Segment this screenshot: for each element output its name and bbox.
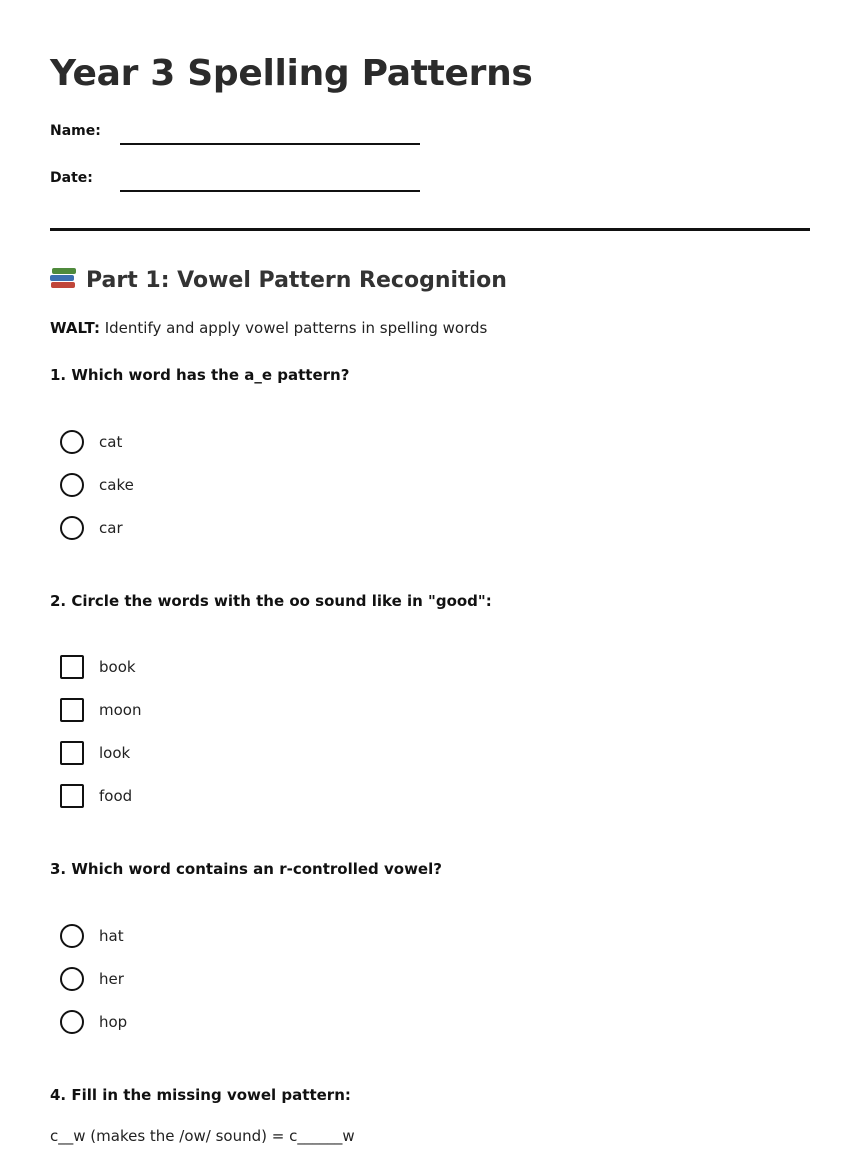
option-label: her — [99, 970, 124, 988]
walt-text: Identify and apply vowel patterns in spelling words — [99, 319, 488, 337]
option-book[interactable] — [60, 654, 136, 680]
name-field[interactable] — [120, 143, 420, 145]
worksheet-title: Year 3 Spelling Patterns — [50, 53, 533, 94]
walt-line — [50, 318, 487, 338]
option-label: book — [99, 658, 136, 676]
question-2: 2. Circle the words with the oo sound like in "good": — [50, 592, 492, 610]
checkbox[interactable] — [60, 741, 84, 765]
walt-label: WALT: — [50, 319, 100, 337]
option-cake[interactable] — [60, 472, 134, 498]
option-her[interactable] — [60, 966, 124, 992]
option-hat[interactable] — [60, 923, 124, 949]
question-3: 3. Which word contains an r-controlled vowel? — [50, 860, 442, 878]
option-label: food — [99, 787, 133, 805]
checkbox[interactable] — [60, 784, 84, 808]
part1-title: Part 1: Vowel Pattern Recognition — [86, 268, 507, 293]
option-label: car — [99, 519, 123, 537]
radio-button[interactable] — [60, 924, 84, 948]
checkbox[interactable] — [60, 698, 84, 722]
part1-heading — [50, 264, 507, 298]
question-1: 1. Which word has the a_e pattern? — [50, 366, 350, 384]
option-look[interactable] — [60, 740, 130, 766]
radio-button[interactable] — [60, 473, 84, 497]
radio-button[interactable] — [60, 516, 84, 540]
date-field[interactable] — [120, 190, 420, 192]
name-label: Name: — [50, 123, 101, 139]
option-label: moon — [99, 701, 142, 719]
question-4: 4. Fill in the missing vowel pattern: — [50, 1086, 351, 1104]
checkbox[interactable] — [60, 655, 84, 679]
fill-in-prompt[interactable]: c__w (makes the /ow/ sound) = c______w — [50, 1127, 355, 1145]
option-label: hop — [99, 1013, 128, 1031]
books-icon — [50, 266, 76, 290]
date-label: Date: — [50, 170, 93, 186]
option-hop[interactable] — [60, 1009, 127, 1035]
option-car[interactable] — [60, 515, 123, 541]
radio-button[interactable] — [60, 967, 84, 991]
header-divider — [50, 228, 810, 231]
option-food[interactable] — [60, 783, 132, 809]
option-cat[interactable] — [60, 429, 122, 455]
option-label: hat — [99, 927, 124, 945]
option-moon[interactable] — [60, 697, 141, 723]
option-label: look — [99, 744, 131, 762]
radio-button[interactable] — [60, 1010, 84, 1034]
option-label: cat — [99, 433, 123, 451]
option-label: cake — [99, 476, 134, 494]
radio-button[interactable] — [60, 430, 84, 454]
